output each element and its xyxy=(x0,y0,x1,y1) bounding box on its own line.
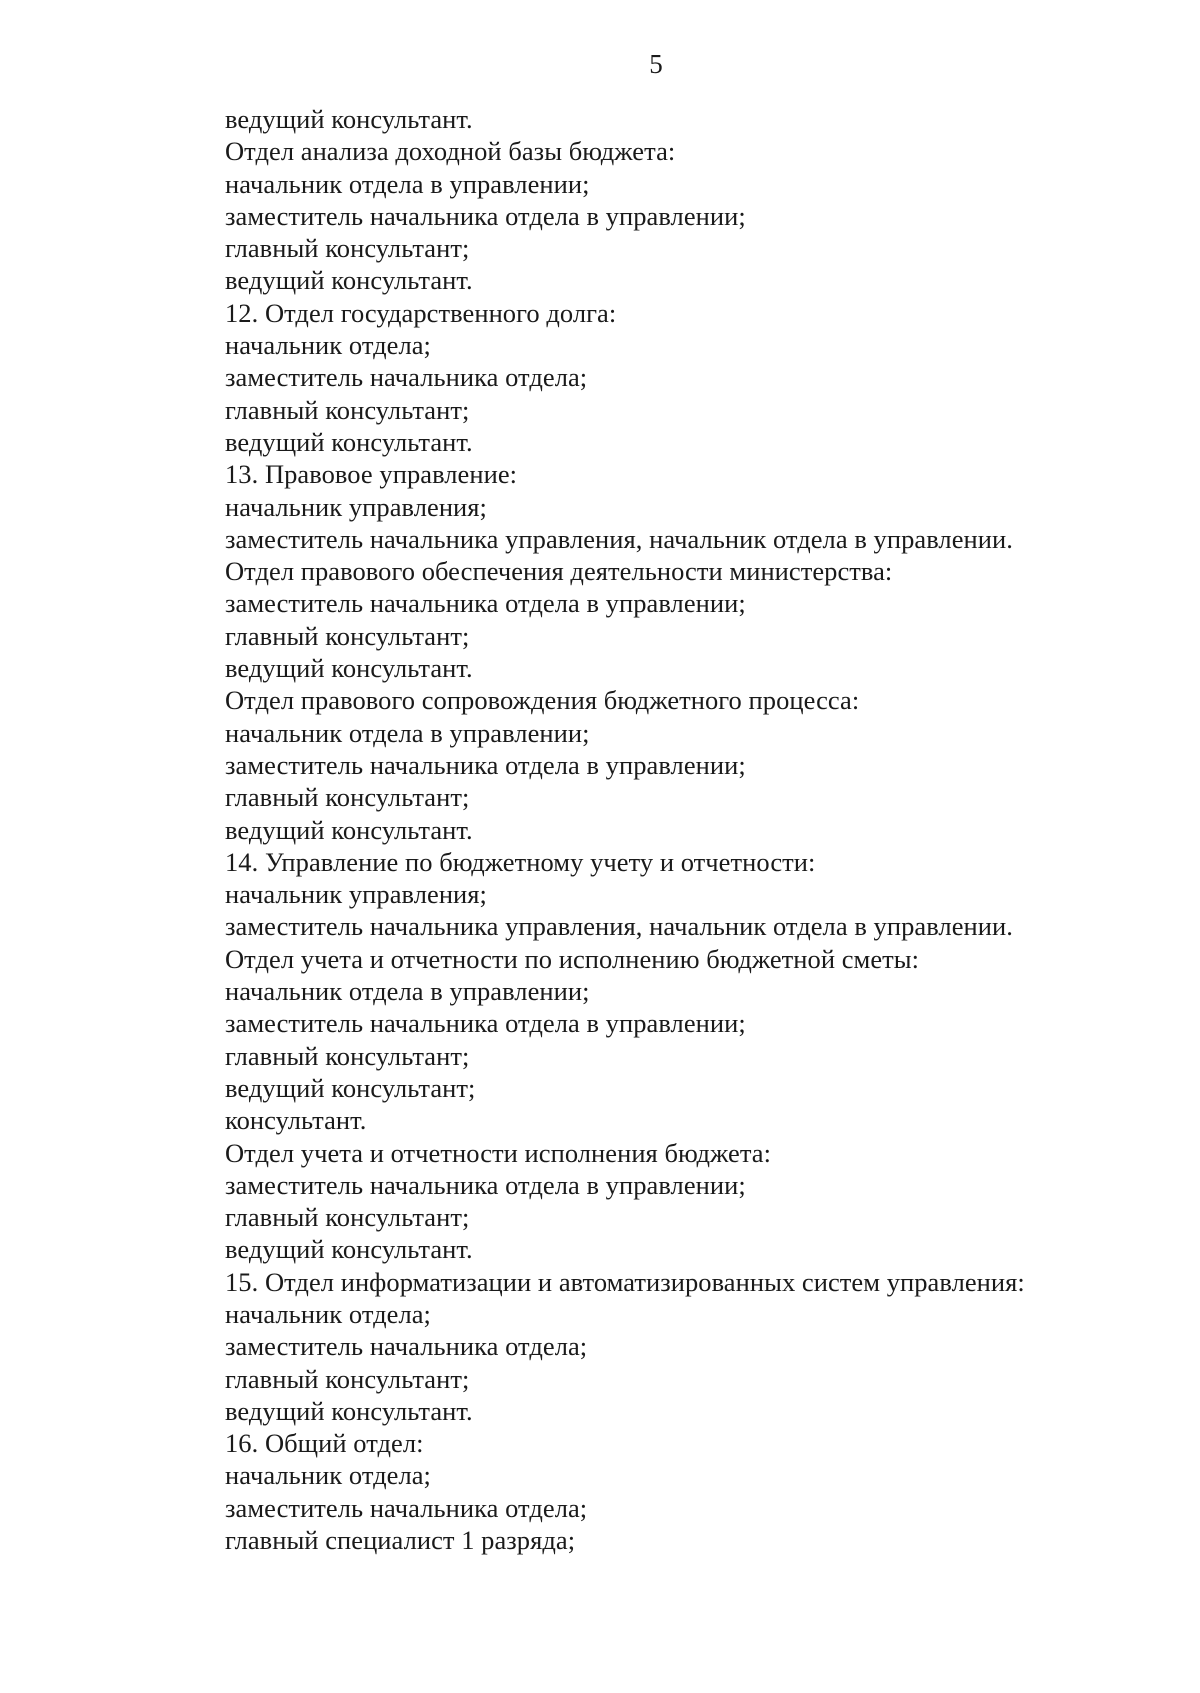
text-line: 13. Правовое управление: xyxy=(225,459,518,490)
text-line: Отдел правового сопровождения бюджетного процесса: xyxy=(225,685,860,716)
text-line: ведущий консультант. xyxy=(225,653,473,684)
text-line: заместитель начальника отдела; xyxy=(225,1492,588,1523)
text-line: заместитель начальника отдела в управлении; xyxy=(225,200,746,231)
text-line: 15. Отдел информатизации и автоматизированных систем управления: xyxy=(225,1266,1025,1297)
text-line: главный консультант; xyxy=(225,1040,470,1071)
text-line: заместитель начальника управления, начальник отдела в управлении. xyxy=(225,911,1013,942)
text-line: заместитель начальника отдела; xyxy=(225,1331,588,1362)
text-line: главный консультант; xyxy=(225,782,470,813)
text-line: ведущий консультант. xyxy=(225,426,473,457)
text-line: Отдел учета и отчетности по исполнению бюджетной сметы: xyxy=(225,943,920,974)
text-line: главный консультант; xyxy=(225,1363,470,1394)
text-line: 14. Управление по бюджетному учету и отчетности: xyxy=(225,846,816,877)
text-line: главный консультант; xyxy=(225,620,470,651)
text-line: заместитель начальника отдела в управлении; xyxy=(225,749,746,780)
text-line: заместитель начальника отдела в управлении; xyxy=(225,1008,746,1039)
text-line: начальник управления; xyxy=(225,879,487,910)
text-line: ведущий консультант. xyxy=(225,1234,473,1265)
text-line: начальник отдела; xyxy=(225,330,431,361)
text-line: 16. Общий отдел: xyxy=(225,1428,424,1459)
text-line: 12. Отдел государственного долга: xyxy=(225,297,617,328)
text-line: ведущий консультант; xyxy=(225,1072,476,1103)
text-line: заместитель начальника отдела в управлении; xyxy=(225,588,746,619)
text-line: начальник отдела в управлении; xyxy=(225,717,590,748)
text-line: ведущий консультант. xyxy=(225,265,473,296)
text-line: заместитель начальника отдела в управлении; xyxy=(225,1169,746,1200)
text-line: ведущий консультант. xyxy=(225,1395,473,1426)
text-line: консультант. xyxy=(225,1105,367,1136)
text-line: ведущий консультант. xyxy=(225,814,473,845)
text-line: ведущий консультант. xyxy=(225,104,473,134)
document-body xyxy=(225,103,1125,1556)
text-line: начальник управления; xyxy=(225,491,487,522)
text-line: начальник отдела; xyxy=(225,1460,431,1491)
text-line: Отдел правового обеспечения деятельности министерства: xyxy=(225,556,893,587)
text-line: начальник отдела; xyxy=(225,1298,431,1329)
text-line: заместитель начальника отдела; xyxy=(225,362,588,393)
text-line: главный специалист 1 разряда; xyxy=(225,1525,576,1556)
text-line: главный консультант; xyxy=(225,1202,470,1233)
text-line: начальник отдела в управлении; xyxy=(225,976,590,1007)
text-line: Отдел анализа доходной базы бюджета: xyxy=(225,136,676,167)
text-line: главный консультант; xyxy=(225,394,470,425)
text-line: заместитель начальника управления, начальник отдела в управлении. xyxy=(225,523,1013,554)
text-line: начальник отдела в управлении; xyxy=(225,168,590,199)
text-line: Отдел учета и отчетности исполнения бюджета: xyxy=(225,1137,772,1168)
page-number: 5 xyxy=(649,49,663,79)
text-line: главный консультант; xyxy=(225,233,470,264)
